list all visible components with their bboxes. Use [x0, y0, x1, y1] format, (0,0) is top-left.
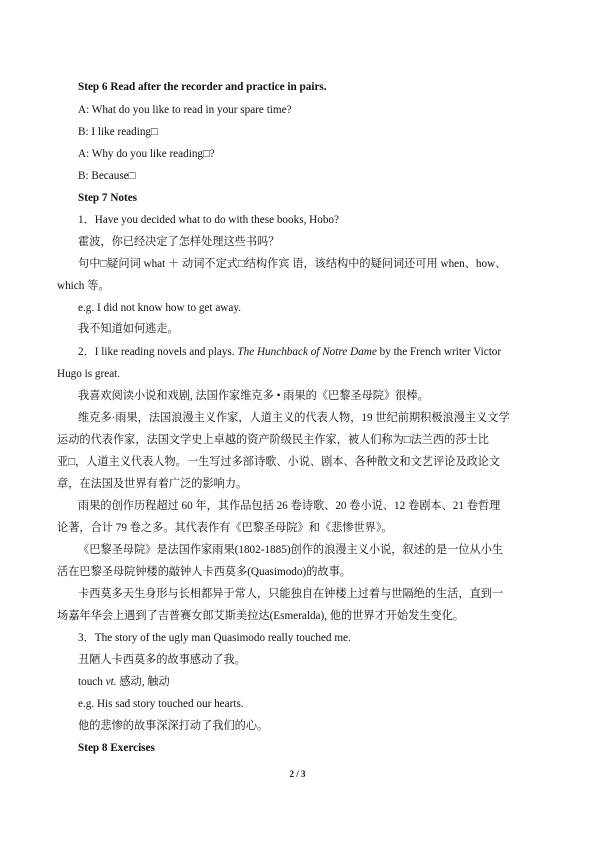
note1-example-chinese: 我不知道如何逃走。: [78, 323, 179, 335]
page-number: 2 / 3: [289, 769, 306, 779]
quasimodo-paragraph-line-2: 场嘉年华会上遇到了吉普赛女郎艾斯美拉达(Esmeralda), 他的世界才开始发生变化。: [57, 610, 465, 622]
note2-english-text-tail: by the French writer Victor: [376, 346, 502, 358]
novel-paragraph-line-2: 活在巴黎圣母院钟楼的敲钟人卡西莫多(Quasimodo)的故事。: [57, 566, 351, 578]
step8-heading: Step 8 Exercises: [78, 742, 155, 754]
note3-chinese: 丑陋人卡西莫多的故事感动了我。: [78, 654, 246, 666]
works-paragraph-line-2: 论著，合计 79 卷之多。其代表作有《巴黎圣母院》和《悲惨世界》。: [57, 522, 393, 534]
note3-example: e.g. His sad story touched our hearts.: [78, 698, 244, 710]
note1-explanation-line-1: 句中□疑问词 what ＋ 动词不定式□结构作宾 语，该结构中的疑问词还可用 when、how、: [78, 258, 507, 270]
dialogue-line-2: B: I like reading□: [78, 126, 158, 138]
hugo-paragraph-line-2: 运动的代表作家，法国文学史上卓越的资产阶级民主作家，被人们称为□法兰西的莎士比: [57, 434, 489, 446]
note2-english-line-2: Hugo is great.: [57, 368, 121, 380]
note1-english: 1．Have you decided what to do with these books, Hobo?: [78, 214, 339, 226]
hugo-paragraph-line-1: 维克多·雨果，法国浪漫主义作家，人道主义的代表人物，19 世纪前期积极浪漫主义文学: [78, 412, 510, 424]
note2-chinese: 我喜欢阅读小说和戏剧, 法国作家维克多 • 雨果的《巴黎圣母院》很棒。: [78, 390, 429, 402]
dialogue-line-3: A: Why do you like reading□?: [78, 148, 215, 160]
touch-part-of-speech: vt.: [105, 676, 117, 688]
dialogue-line-4: B: Because□: [78, 170, 136, 182]
note3-example-chinese: 他的悲惨的故事深深打动了我们的心。: [78, 720, 269, 732]
note2-english-line-1: [78, 345, 535, 359]
touch-meaning: 感动, 触动: [116, 676, 170, 688]
note1-example: e.g. I did not know how to get away.: [78, 302, 242, 314]
touch-word: touch: [78, 676, 106, 688]
book-title: The Hunchback of Notre Dame: [237, 346, 377, 358]
note1-explanation-line-2: which 等。: [57, 280, 110, 292]
step6-heading: Step 6 Read after the recorder and practice in pairs.: [78, 81, 327, 93]
quasimodo-paragraph-line-1: 卡西莫多天生身形与长相都异于常人，只能独自在钟楼上过着与世隔绝的生活，直到一: [78, 588, 504, 600]
hugo-paragraph-line-4: 章，在法国及世界有着广泛的影响力。: [57, 478, 248, 490]
hugo-paragraph-line-3: 亚□，人道主义代表人物。一生写过多部诗歌、小说、剧本、各种散文和文艺评论及政论文: [57, 456, 501, 468]
touch-definition: [78, 675, 535, 689]
note1-chinese: 霍波，你已经决定了怎样处理这些书吗？: [78, 236, 280, 248]
dialogue-line-1: A: What do you like to read in your spare time?: [78, 104, 292, 116]
works-paragraph-line-1: 雨果的创作历程超过 60 年，其作品包括 26 卷诗歌、20 卷小说、12 卷剧本、21 卷哲理: [78, 500, 501, 512]
note3-english: 3．The story of the ugly man Quasimodo really touched me.: [78, 632, 351, 644]
note2-english-text: 2．I like reading novels and plays.: [78, 346, 238, 358]
novel-paragraph-line-1: 《巴黎圣母院》是法国作家雨果(1802-1885)创作的浪漫主义小说，叙述的是一位从小生: [78, 544, 504, 556]
step7-heading: Step 7 Notes: [78, 192, 138, 204]
